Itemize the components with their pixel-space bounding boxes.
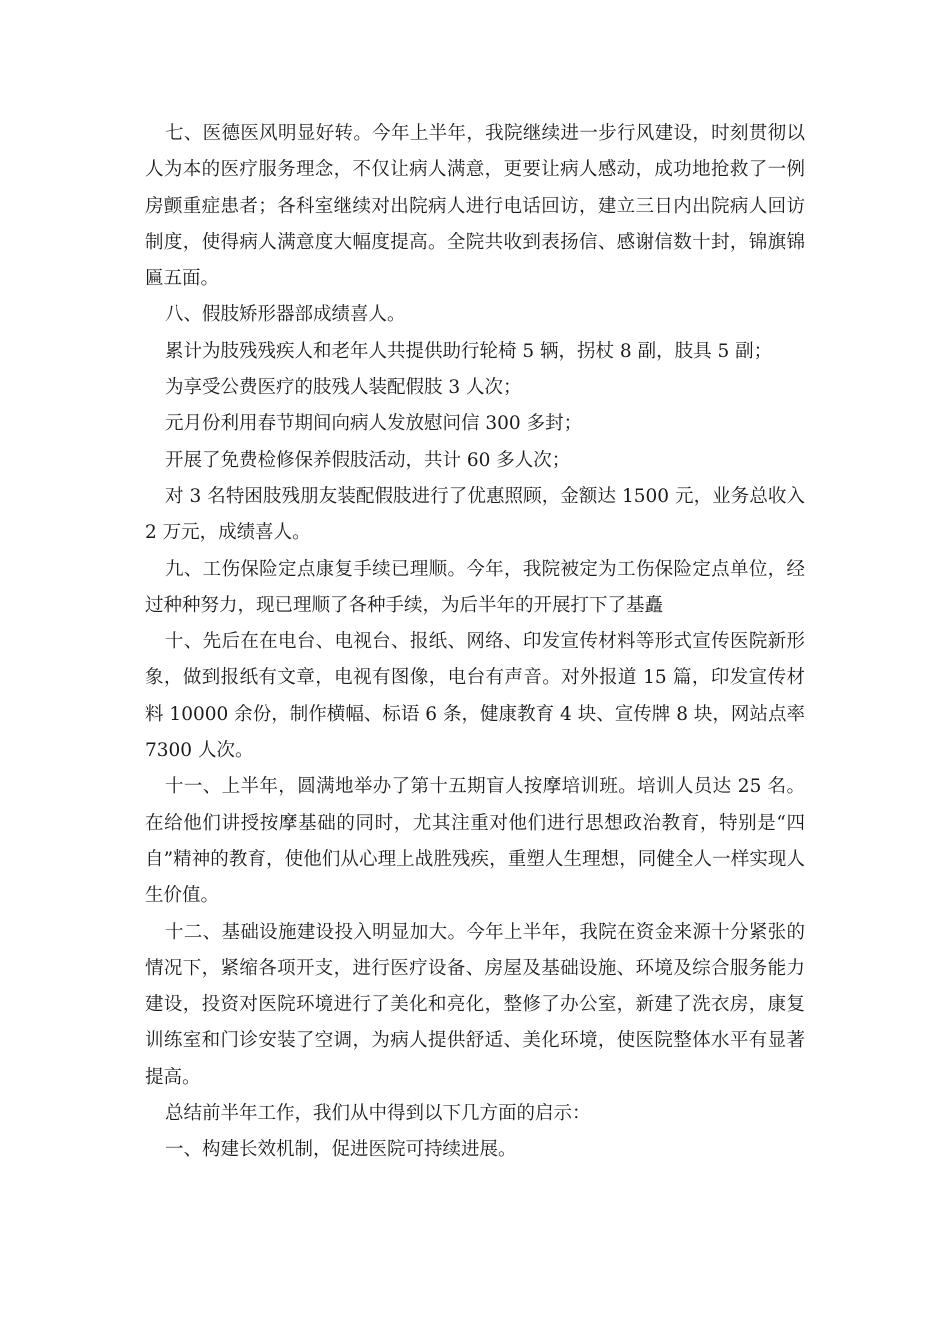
paragraph-prosthetics-heading: 八、假肢矫形器部成绩喜人。 bbox=[165, 304, 406, 326]
paragraph-work-injury-insurance: 九、工伤保险定点康复手续已理顺。今年，我院被定为工伤保险定点单位，经过种种努力，现已理顺了各种手续，为后半年的开展打下了基矗 bbox=[145, 558, 805, 616]
paragraph-publicity: 十、先后在在电台、电视台、报纸、网络、印发宣传材料等形式宣传医院新形象，做到报纸有文章，电视有图像，电台有声音。对外报道 15 篇，印发宣传材料 10000 余份，制作横幅、标语 6 条，健康教育 4 块、宣传牌 8 块，网站点率 7300 人次。 bbox=[145, 631, 805, 762]
paragraph-summary-intro: 总结前半年工作，我们从中得到以下几方面的启示： bbox=[165, 1103, 591, 1125]
paragraph-free-repair: 开展了免费检修保养假肢活动，共计 60 多人次； bbox=[165, 449, 571, 471]
paragraph-first-insight: 一、构建长效机制，促进医院可持续进展。 bbox=[165, 1139, 517, 1161]
paragraph-massage-training: 十一、上半年，圆满地举办了第十五期盲人按摩培训班。培训人员达 25 名。在给他们讲授按摩基础的同时，尤其注重对他们进行思想政治教育，特别是“四自”精神的教育，使他们从心理上战胜残疾，重塑人生理想，同健全人一样实现人生价值。 bbox=[145, 776, 805, 907]
document-body bbox=[145, 116, 805, 1169]
paragraph-medical-ethics: 七、医德医风明显好转。今年上半年，我院继续进一步行风建设，时刻贯彻以人为本的医疗服务理念，不仅让病人满意，更要让病人感动，成功地抢救了一例房颤重症患者；各科室继续对出院病人进行电话回访，建立三日内出院病人回访制度，使得病人满意度大幅度提高。全院共收到表扬信、感谢信数十封，锦旗锦匾五面。 bbox=[145, 123, 805, 290]
paragraph-wheelchairs: 累计为肢残残疾人和老年人共提供助行轮椅 5 辆，拐杖 8 副，肢具 5 副； bbox=[165, 340, 773, 362]
paragraph-discount-care: 对 3 名特困肢残朋友装配假肢进行了优惠照顾，金额达 1500 元，业务总收入 2 万元，成绩喜人。 bbox=[145, 485, 805, 544]
paragraph-public-medical-prosthetics: 为享受公费医疗的肢残人装配假肢 3 人次； bbox=[165, 377, 522, 399]
paragraph-infrastructure: 十二、基础设施建设投入明显加大。今年上半年，我院在资金来源十分紧张的情况下，紧缩各项开支，进行医疗设备、房屋及基础设施、环境及综合服务能力建设，投资对医院环境进行了美化和亮化，整修了办公室，新建了洗衣房，康复训练室和门诊安装了空调，为病人提供舒适、美化环境，使医院整体水平有显著提高。 bbox=[145, 921, 805, 1088]
paragraph-condolence-letters: 元月份利用春节期间向病人发放慰问信 300 多封； bbox=[165, 413, 583, 435]
